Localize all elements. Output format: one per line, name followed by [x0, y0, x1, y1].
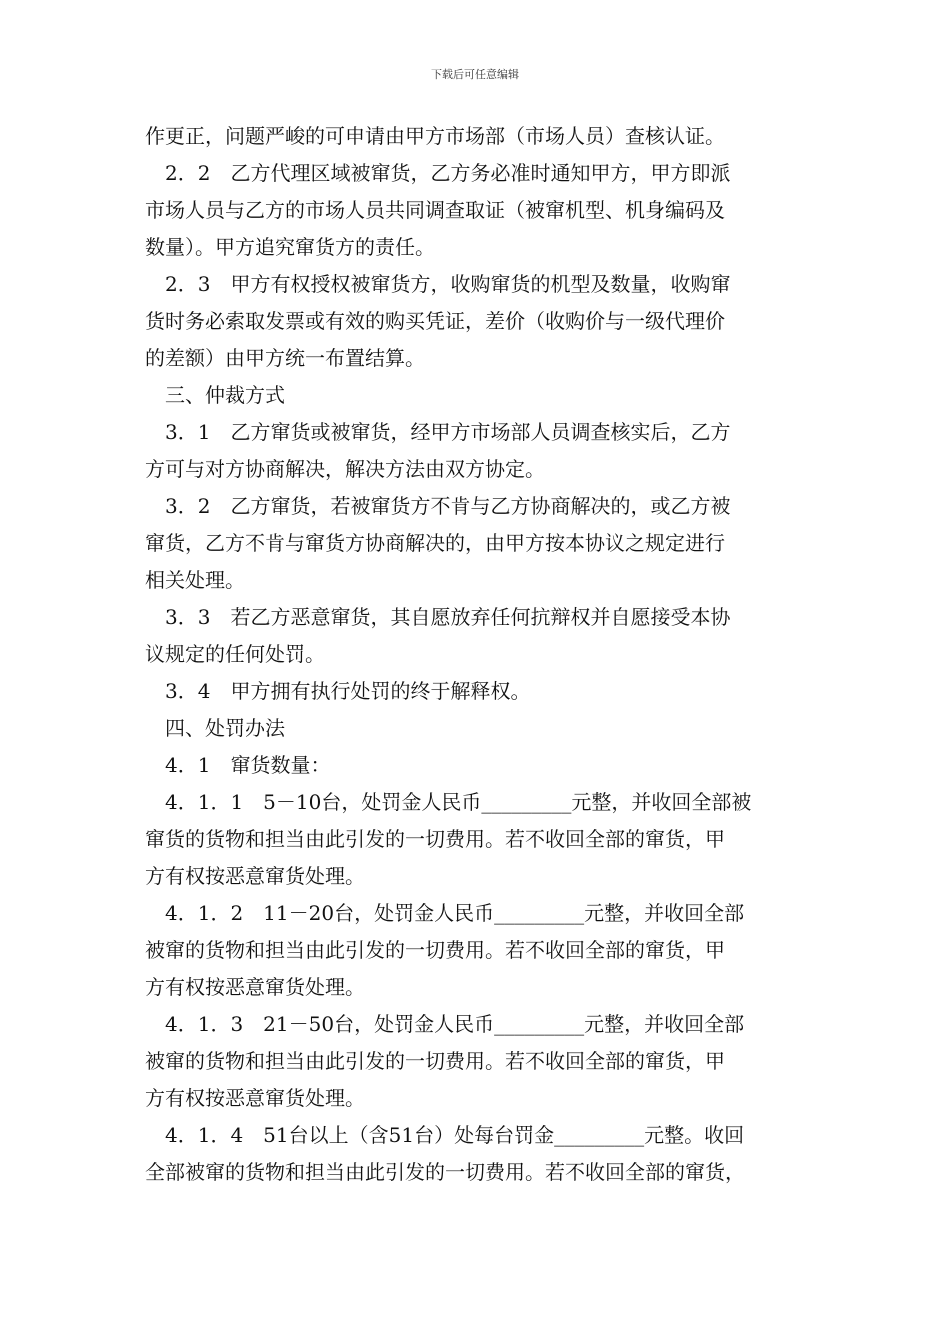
text-line: 4．1．2 11－20台，处罚金人民币_________元整，并收回全部: [165, 901, 745, 925]
text-line: 四、处罚办法: [165, 716, 285, 740]
text-line: 全部被窜的货物和担当由此引发的一切费用。若不收回全部的窜货，: [145, 1160, 745, 1184]
text-line: 窜货的货物和担当由此引发的一切费用。若不收回全部的窜货，甲: [145, 827, 725, 851]
text-line: 相关处理。: [145, 568, 245, 592]
text-line: 议规定的任何处罚。: [145, 642, 325, 666]
text-line: 方有权按恶意窜货处理。: [145, 975, 365, 999]
text-line: 方有权按恶意窜货处理。: [145, 1086, 365, 1110]
page-header: 下载后可任意编辑: [431, 68, 519, 81]
text-line: 货时务必索取发票或有效的购买凭证，差价（收购价与一级代理价: [145, 309, 725, 333]
text-line: 三、仲裁方式: [165, 383, 285, 407]
text-line: 4．1．1 5－10台，处罚金人民币_________元整，并收回全部被: [165, 790, 752, 814]
text-line: 4．1．4 51台以上（含51台）处每台罚金_________元整。收回: [165, 1123, 745, 1147]
document-body: [145, 118, 811, 1191]
text-line: 窜货，乙方不肯与窜货方协商解决的，由甲方按本协议之规定进行: [145, 531, 725, 555]
text-line: 方有权按恶意窜货处理。: [145, 864, 365, 888]
text-line: 4．1 窜货数量：: [165, 753, 331, 777]
text-line: 市场人员与乙方的市场人员共同调查取证（被窜机型、机身编码及: [145, 198, 725, 222]
text-line: 3．4 甲方拥有执行处罚的终于解释权。: [165, 679, 531, 703]
text-line: 方可与对方协商解决，解决方法由双方协定。: [145, 457, 545, 481]
text-line: 2．2 乙方代理区域被窜货，乙方务必准时通知甲方，甲方即派: [165, 161, 731, 185]
text-line: 3．1 乙方窜货或被窜货，经甲方市场部人员调查核实后，乙方: [165, 420, 731, 444]
text-line: 4．1．3 21－50台，处罚金人民币_________元整，并收回全部: [165, 1012, 745, 1036]
text-line: 被窜的货物和担当由此引发的一切费用。若不收回全部的窜货，甲: [145, 1049, 725, 1073]
text-line: 3．3 若乙方恶意窜货，其自愿放弃任何抗辩权并自愿接受本协: [165, 605, 731, 629]
text-line: 2．3 甲方有权授权被窜货方，收购窜货的机型及数量，收购窜: [165, 272, 731, 296]
text-line: 的差额）由甲方统一布置结算。: [145, 346, 425, 370]
text-line: 作更正，问题严峻的可申请由甲方市场部（市场人员）查核认证。: [145, 124, 725, 148]
text-line: 3．2 乙方窜货，若被窜货方不肯与乙方协商解决的，或乙方被: [165, 494, 731, 518]
text-line: 数量）。甲方追究窜货方的责任。: [145, 235, 435, 259]
text-line: 被窜的货物和担当由此引发的一切费用。若不收回全部的窜货，甲: [145, 938, 725, 962]
